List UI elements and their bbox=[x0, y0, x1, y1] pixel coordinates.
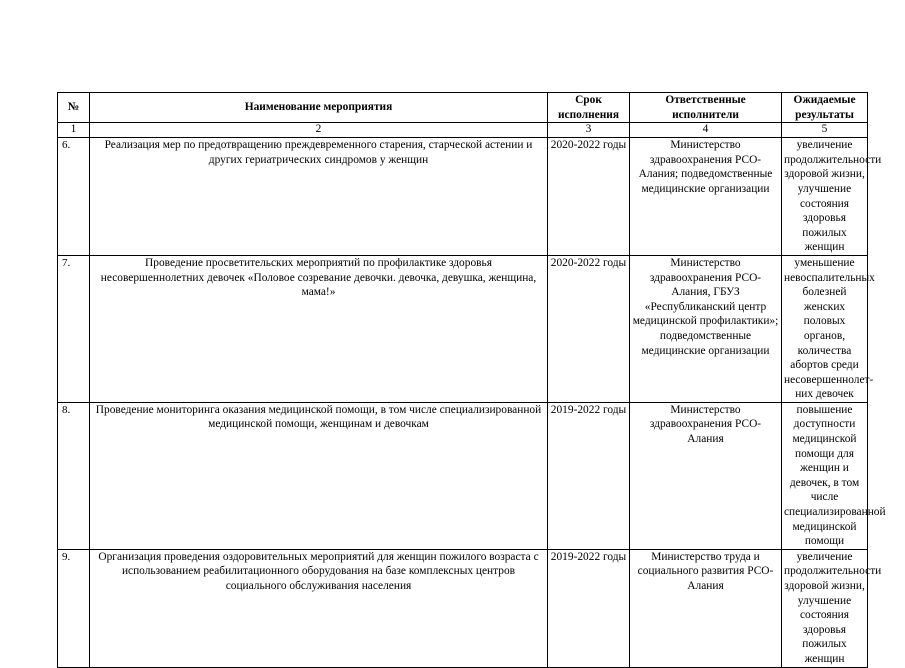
row-num: 8. bbox=[58, 402, 90, 549]
header-expected: Ожидаемые результаты bbox=[782, 93, 868, 123]
row-name: Проведение мониторинга оказания медицинской помощи, в том числе специализированной медицинской помощи, женщинам и девочкам bbox=[90, 402, 548, 549]
row-expected: увеличение продолжительности здоровой жизни, улучшение состояния здоровья пожилых женщин bbox=[782, 138, 868, 256]
column-number: 2 bbox=[90, 123, 548, 138]
column-number: 3 bbox=[548, 123, 630, 138]
row-responsible: Министерство здравоохранения РСО-Алания bbox=[630, 402, 782, 549]
column-number: 1 bbox=[58, 123, 90, 138]
measures-table bbox=[57, 92, 886, 668]
row-name: Организация проведения оздоровительных мероприятий для женщин пожилого возраста с использованием реабилитационного оборудования на базе комплексных центров социального обслуживания населения bbox=[90, 549, 548, 667]
row-num: 9. bbox=[58, 549, 90, 667]
header-term: Срок исполнения bbox=[548, 93, 630, 123]
column-number: 4 bbox=[630, 123, 782, 138]
table-row bbox=[58, 255, 868, 402]
row-expected: уменьшение невоспалительных болезней женских половых органов, количества абортов среди несовершеннолет-них девочек bbox=[782, 255, 868, 402]
header-num: № bbox=[58, 93, 90, 123]
row-responsible: Министерство труда и социального развития РСО-Алания bbox=[630, 549, 782, 667]
row-term: 2020-2022 годы bbox=[548, 138, 630, 256]
row-term: 2019-2022 годы bbox=[548, 549, 630, 667]
row-term: 2019-2022 годы bbox=[548, 402, 630, 549]
row-name: Проведение просветительских мероприятий по профилактике здоровья несовершеннолетних девочек «Половое созревание девочки. девочка, девушка, женщина, мама!» bbox=[90, 255, 548, 402]
row-num: 6. bbox=[58, 138, 90, 256]
row-num: 7. bbox=[58, 255, 90, 402]
column-number-row bbox=[58, 123, 868, 138]
table-row bbox=[58, 549, 868, 667]
row-responsible: Министерство здравоохранения РСО-Алания, ГБУЗ «Республиканский центр медицинской профилактики»; подведомственные медицинские организации bbox=[630, 255, 782, 402]
row-expected: повышение доступности медицинской помощи для женщин и девочек, в том числе специализированной медицинской помощи bbox=[782, 402, 868, 549]
table-row bbox=[58, 402, 868, 549]
column-number: 5 bbox=[782, 123, 868, 138]
row-term: 2020-2022 годы bbox=[548, 255, 630, 402]
table-row bbox=[58, 138, 868, 256]
header-row bbox=[58, 93, 868, 123]
row-name: Реализация мер по предотвращению преждевременного старения, старческой астении и других гериатрических синдромов у женщин bbox=[90, 138, 548, 256]
header-name: Наименование мероприятия bbox=[90, 93, 548, 123]
row-expected: увеличение продолжительности здоровой жизни, улучшение состояния здоровья пожилых женщин bbox=[782, 549, 868, 667]
row-responsible: Министерство здравоохранения РСО-Алания; подведомственные медицинские организации bbox=[630, 138, 782, 256]
header-responsible: Ответственные исполнители bbox=[630, 93, 782, 123]
